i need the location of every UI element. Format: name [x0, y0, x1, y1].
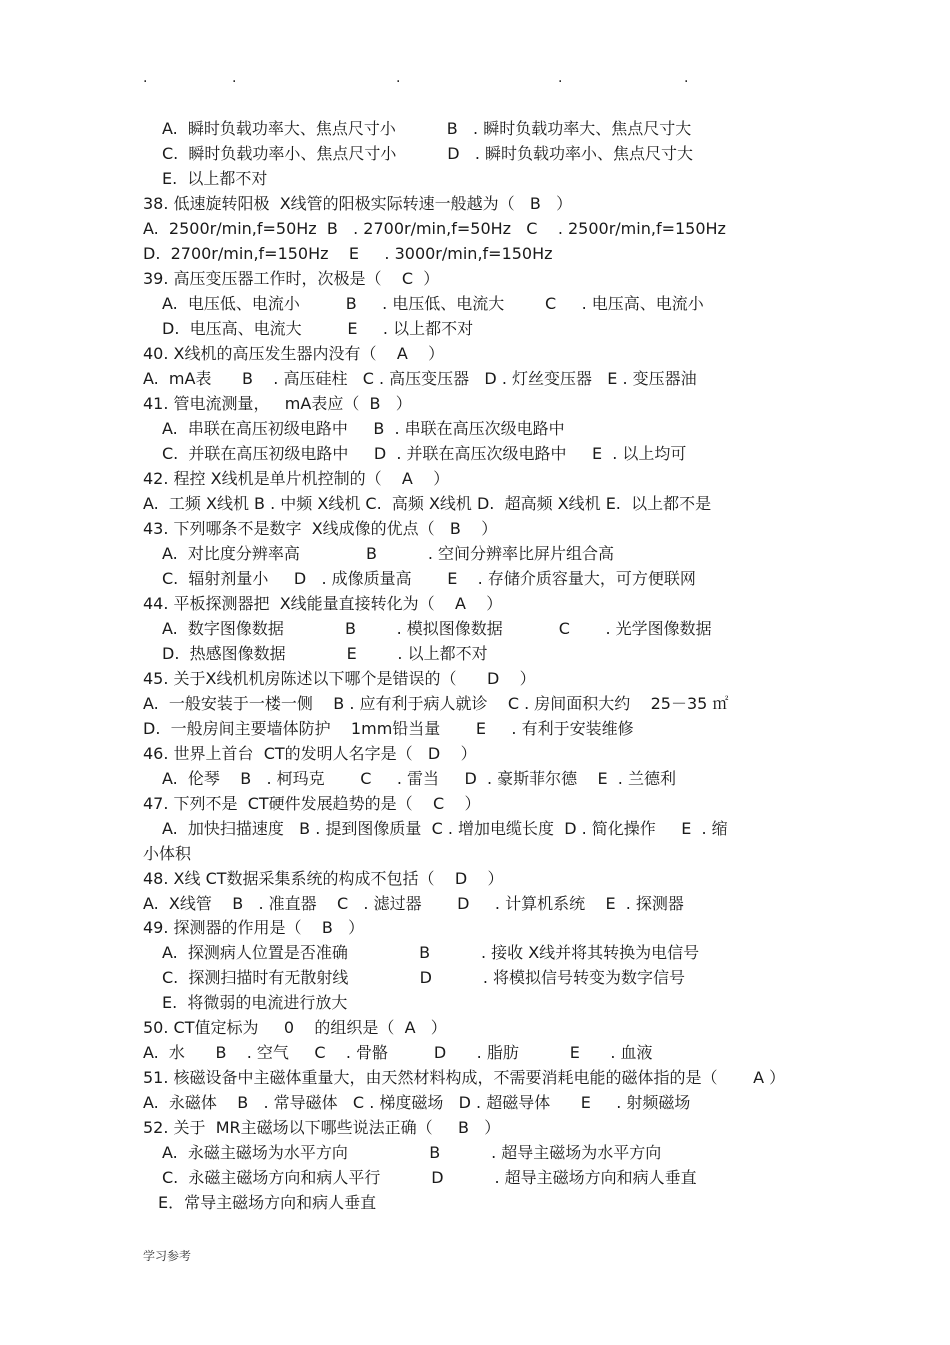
header-dot-2: .: [232, 70, 237, 86]
question-46: 46. 世界上首台 CT的发明人名字是（ D ）: [143, 744, 477, 763]
text-line: C. 探测扫描时有无散射线 D . 将模拟信号转变为数字信号: [162, 968, 685, 987]
text-line: A. 串联在高压初级电路中 B . 串联在高压次级电路中: [162, 419, 565, 438]
text-line: A. mA表 B . 高压硅柱 C . 高压变压器 D . 灯丝变压器 E . 变压器油: [143, 369, 697, 388]
text-line: C. 辐射剂量小 D . 成像质量高 E . 存储介质容量大，可方便联网: [162, 569, 696, 588]
text-line: A. 2500r/min,f=50Hz B . 2700r/min,f=50Hz C . 2500r/min,f=150Hz: [143, 219, 726, 238]
question-47: 47. 下列不是 CT硬件发展趋势的是（ C ）: [143, 794, 481, 813]
question-49: 49. 探测器的作用是（ B ）: [143, 918, 365, 937]
text-line: A. 伦琴 B . 柯玛克 C . 雷当 D . 豪斯菲尔德 E . 兰德利: [162, 769, 676, 788]
text-line: 小体积: [143, 844, 192, 863]
question-50: 50. CT值定标为 0 的组织是（ A ）: [143, 1018, 447, 1037]
question-42: 42. 程控 X线机是单片机控制的（ A ）: [143, 469, 450, 488]
text-line: A. 加快扫描速度 B . 提到图像质量 C . 增加电缆长度 D . 简化操作 E . 缩: [162, 819, 728, 838]
question-39: 39. 高压变压器工作时，次极是（ C ）: [143, 269, 440, 288]
text-line: E. 将微弱的电流进行放大: [162, 993, 348, 1012]
text-line: A. 数字图像数据 B . 模拟图像数据 C . 光学图像数据: [162, 619, 712, 638]
text-line: A. 工频 X线机 B . 中频 X线机 C. 高频 X线机 D. 超高频 X线机 E. 以上都不是: [143, 494, 712, 513]
text-line: C. 永磁主磁场方向和病人平行 D . 超导主磁场方向和病人垂直: [162, 1168, 697, 1187]
header-dot-3: .: [396, 70, 401, 86]
question-44: 44. 平板探测器把 X线能量直接转化为（ A ）: [143, 594, 503, 613]
text-line: D. 2700r/min,f=150Hz E . 3000r/min,f=150Hz: [143, 244, 553, 263]
text-line: D. 电压高、电流大 E . 以上都不对: [162, 319, 474, 338]
question-38: 38. 低速旋转阳极 X线管的阳极实际转速一般越为（ B ）: [143, 194, 573, 213]
text-line: A. 水 B . 空气 C . 骨骼 D . 脂肪 E . 血液: [143, 1043, 653, 1062]
text-line: A. 瞬时负载功率大、焦点尺寸小 B . 瞬时负载功率大、焦点尺寸大: [162, 119, 692, 138]
text-line: D. 热感图像数据 E . 以上都不对: [162, 644, 488, 663]
text-line: A. 电压低、电流小 B . 电压低、电流大 C . 电压高、电流小: [162, 294, 704, 313]
text-line: E．常导主磁场方向和病人垂直: [158, 1193, 377, 1212]
page-footer: 学习参考: [143, 1249, 192, 1263]
question-41: 41. 管电流测量， mA表应（ B ）: [143, 394, 412, 413]
header-dot-4: .: [558, 70, 563, 86]
text-line: E. 以上都不对: [162, 169, 268, 188]
question-51: 51. 核磁设备中主磁体重量大，由天然材料构成，不需要消耗电能的磁体指的是（ A ）: [143, 1068, 786, 1087]
text-line: A. 对比度分辨率高 B . 空间分辨率比屏片组合高: [162, 544, 615, 563]
text-line: A. 一般安装于一楼一侧 B . 应有利于病人就诊 C . 房间面积大约 25－35 ㎡: [143, 694, 729, 713]
text-line: A. X线管 B . 准直器 C . 滤过器 D . 计算机系统 E . 探测器: [143, 894, 684, 913]
question-43: 43. 下列哪条不是数字 X线成像的优点（ B ）: [143, 519, 498, 538]
text-line: A. 探测病人位置是否准确 B . 接收 X线并将其转换为电信号: [162, 943, 700, 962]
question-52: 52. 关于 MR主磁场以下哪些说法正确（ B ）: [143, 1118, 501, 1137]
question-40: 40. X线机的高压发生器内没有（ A ）: [143, 344, 445, 363]
text-line: C. 并联在高压初级电路中 D . 并联在高压次级电路中 E . 以上均可: [162, 444, 687, 463]
question-48: 48. X线 CT数据采集系统的构成不包括（ D ）: [143, 869, 504, 888]
text-line: A. 永磁体 B . 常导磁体 C . 梯度磁场 D . 超磁导体 E . 射频磁场: [143, 1093, 691, 1112]
text-line: D. 一般房间主要墙体防护 1mm铅当量 E . 有利于安装维修: [143, 719, 634, 738]
header-dot-5: .: [684, 70, 689, 86]
text-line: A. 永磁主磁场为水平方向 B . 超导主磁场为水平方向: [162, 1143, 662, 1162]
question-45: 45. 关于X线机机房陈述以下哪个是错误的（ D ）: [143, 669, 536, 688]
text-line: C. 瞬时负载功率小、焦点尺寸小 D . 瞬时负载功率小、焦点尺寸大: [162, 144, 694, 163]
header-dot-1: .: [143, 70, 148, 86]
